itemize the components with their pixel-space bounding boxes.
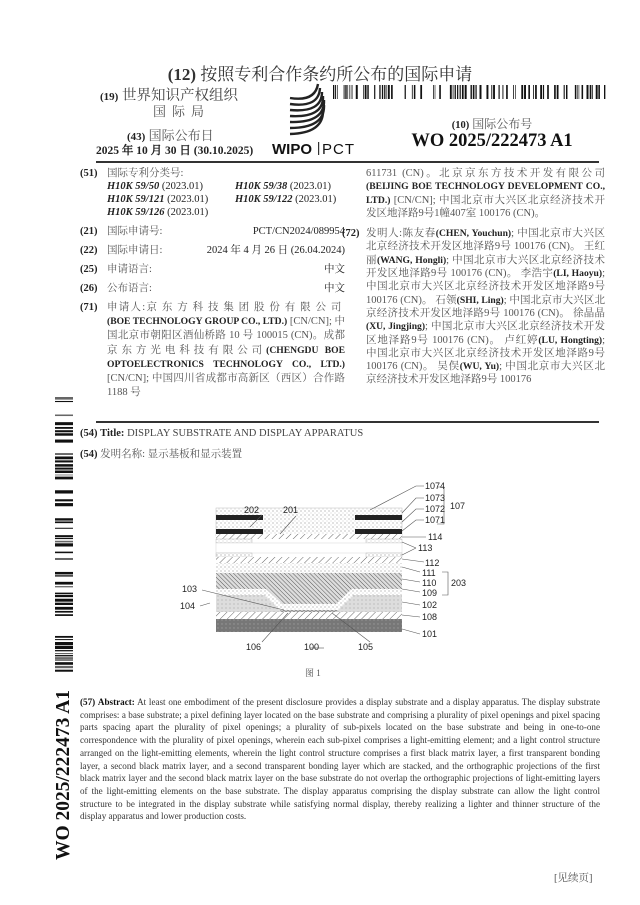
layer-101	[216, 619, 402, 632]
figure-label-110: 110	[422, 578, 437, 588]
wipo-logo-text: WIPO	[272, 141, 312, 158]
layer-113-top-right	[366, 539, 402, 543]
layer-113-top-left	[216, 539, 252, 543]
applicants-code: (71)	[80, 302, 98, 313]
bibliographic-left-column	[80, 167, 345, 404]
pub-lang-label: 公布语言:	[107, 283, 152, 294]
applicant-3-name-en: (BEIJING BOE TECHNOLOGY DEVELOPMENT CO., LTD.)	[366, 181, 605, 206]
side-pubno-text: WO 2025/222473 A1	[53, 689, 74, 861]
inventor-address: ; 中国北京市大兴区北京经济技术开发区地泽路9号 100176 (CN)。	[366, 228, 606, 253]
applicant-3-text: [CN/CN]; 中国四川省成都市高新区（西区）合作路 1188 号	[107, 373, 345, 399]
inventor-address: ; 中国北京市大兴区北京经济技术开发区地泽路9号 100176 (CN)。	[366, 268, 605, 306]
filing-lang-field	[80, 263, 345, 276]
filing-lang-label: 申请语言:	[107, 264, 152, 275]
inventor-address: ; 中国北京市大兴区北京经济技术开发区地泽路9号 100176 (CN)。	[366, 334, 605, 373]
ipc-list	[107, 180, 345, 219]
applicants-label: 申请人:	[107, 302, 146, 313]
figure-label-202: 202	[244, 505, 260, 515]
inventor-address: ; 中国北京市大兴区北京经济技术开发区地泽路9号 100176 (CN)。	[366, 294, 606, 319]
inventors-label: 发明人:	[366, 228, 403, 240]
black-matrix-1-left	[216, 529, 263, 534]
inventor-address: ; 中国北京市大兴区北京经济技术开发区地泽路9号 100176	[366, 361, 605, 386]
ipc-item: H10K 59/121 (2023.01)	[107, 194, 209, 205]
pubno-label	[397, 115, 587, 132]
appno-field	[80, 225, 345, 238]
header-divider	[96, 161, 599, 163]
applicants-field	[80, 301, 345, 400]
layer-stack	[216, 508, 402, 632]
inventor-name-en: (XU, Jingjing)	[366, 321, 426, 333]
title-zh-value: 显示基板和显示装置	[147, 449, 243, 460]
figure-label-111: 111	[422, 568, 436, 578]
black-matrix-2-left	[216, 515, 263, 520]
applicant-4-text: [CN/CN]; 中国北京市大兴区北京经济技术开发区地泽路9号1幢407室 100176 (CN)。	[366, 194, 606, 219]
doc-code: (12)	[167, 65, 197, 84]
title-en	[80, 428, 363, 439]
side-publication-number	[52, 689, 76, 861]
svg-text:PCT: PCT	[322, 141, 355, 158]
applicant-2-text: [CN/CN]; 中国北京市朝阳区酒仙桥路 10 号 100015 (CN)。成都京东方光电科技有限公司	[107, 316, 346, 356]
black-matrix-1-right	[355, 529, 402, 534]
inventor-name-zh: 李浩宇	[520, 268, 554, 280]
appdate-code: (22)	[80, 245, 98, 256]
figure-label-101: 101	[422, 629, 438, 639]
side-barcode	[55, 397, 73, 672]
layer-113-bottom-right	[366, 553, 402, 557]
inventor-name-zh: 吴俣	[437, 361, 460, 373]
layer-108	[216, 612, 402, 619]
cavity	[216, 543, 402, 553]
figure-label-113: 113	[418, 543, 433, 553]
ipc-item: H10K 59/50 (2023.01)	[107, 181, 203, 192]
title-en-label: Title:	[100, 428, 125, 439]
figure-label-114: 114	[428, 532, 443, 542]
layer-111	[216, 563, 402, 573]
layer-113-bottom-left	[216, 553, 252, 557]
continued-on-next-page: [见续页]	[554, 873, 593, 884]
figure-1-cross-section	[180, 482, 520, 657]
applicant-3-cont: 611731 (CN)。北京京东方技术开发有限公司	[366, 168, 605, 179]
figure-label-107: 107	[450, 501, 466, 511]
figure-label-203: 203	[451, 578, 467, 588]
inventor-name-zh: 徐晶晶	[573, 307, 605, 319]
pubno-code: (10)	[451, 120, 470, 131]
layer-112	[216, 557, 402, 563]
figure-label-109: 109	[422, 588, 438, 598]
inventor-name-zh: 卢红婷	[504, 334, 539, 346]
pubno-label-text: 国际公布号	[472, 117, 533, 131]
inventor-name-en: (LI, Haoyu)	[553, 268, 603, 280]
pubdate-label-text: 国际公布日	[148, 128, 214, 143]
org-sub: 国际局	[153, 104, 211, 119]
applicant-2-name-en: (CHENGDU BOE OPTOELECTRONICS TECHNOLOGY CO., LTD.)	[107, 344, 346, 370]
appno-label: 国际申请号:	[107, 226, 163, 237]
inventor-name-en: (WU, Yu)	[459, 361, 500, 373]
filing-lang-value: 中文	[324, 264, 345, 275]
inventor-name-en: (WANG, Hongli)	[376, 254, 447, 266]
title-en-value: DISPLAY SUBSTRATE AND DISPLAY APPARATUS	[127, 428, 364, 439]
appno-code: (21)	[80, 226, 98, 237]
inventor-name-zh: 王红丽	[366, 241, 605, 266]
layer-114	[216, 534, 402, 539]
title-zh	[80, 446, 242, 461]
figure-label-1073: 1073	[425, 493, 446, 503]
inventor-address: ; 中国北京市大兴区北京经济技术开发区地泽路9号 100176 (CN)。	[366, 254, 606, 280]
filing-lang-code: (25)	[80, 264, 98, 275]
org-name-text: 世界知识产权组织	[121, 88, 238, 104]
appdate-label: 国际申请日:	[107, 245, 163, 256]
ipc-item: H10K 59/38 (2023.01)	[235, 181, 331, 192]
inventor-name-zh: 石领	[435, 294, 457, 306]
abstract	[80, 696, 600, 823]
pub-lang-value: 中文	[324, 283, 345, 294]
figure-label-108: 108	[422, 612, 438, 622]
black-matrix-2-right	[355, 515, 402, 520]
inventor-name-en: (SHI, Ling)	[456, 294, 504, 306]
ipc-code: (51)	[80, 168, 98, 179]
figure-caption: 图 1	[305, 668, 321, 678]
pub-lang-field	[80, 282, 345, 295]
appdate-value: 2024 年 4 月 26 日 (26.04.2024)	[206, 245, 345, 256]
inventor-list	[366, 228, 605, 385]
figure-label-103: 103	[182, 584, 198, 594]
figure-label-102: 102	[422, 600, 438, 610]
appdate-field	[80, 244, 345, 257]
figure-label-201: 201	[283, 505, 299, 515]
ipc-label: 国际专利分类号:	[107, 168, 184, 179]
figure-label-106: 106	[246, 642, 262, 652]
figure-label-112: 112	[425, 558, 440, 568]
pubdate-code: (43)	[127, 131, 146, 143]
figure-label-104: 104	[180, 601, 196, 611]
title-zh-label: 发明名称:	[100, 449, 146, 460]
inventors-code: (72)	[342, 228, 360, 240]
inventor-address: ; 中国北京市大兴区北京经济技术开发区地泽路9号 100176 (CN)。	[366, 321, 606, 346]
barcode-top	[333, 85, 613, 99]
inventor-entry	[366, 228, 605, 252]
title-divider	[96, 421, 599, 423]
org-code: (19)	[100, 91, 119, 103]
publication-number: WO 2025/222473 A1	[411, 131, 573, 151]
ipc-item: H10K 59/122 (2023.01)	[235, 194, 337, 205]
inventors-field	[342, 227, 605, 387]
figure-label-1071: 1071	[425, 515, 446, 525]
inventor-name-en: (CHEN, Youchun)	[435, 228, 512, 240]
ipc-item: H10K 59/126 (2023.01)	[107, 207, 209, 218]
title-zh-code: (54)	[80, 449, 98, 460]
pubdate-value: 2025 年 10 月 30 日 (30.10.2025)	[96, 145, 254, 157]
applicants-continued	[342, 167, 605, 220]
inventor-name-zh: 陈友春	[402, 228, 436, 240]
figure-label-105: 105	[358, 642, 374, 652]
ipc-field	[80, 167, 345, 219]
figure-label-1074: 1074	[425, 482, 446, 491]
pub-lang-code: (26)	[80, 283, 98, 294]
appno-value: PCT/CN2024/089954	[252, 226, 345, 237]
bibliographic-right-column	[342, 167, 605, 391]
title-en-code: (54)	[80, 428, 98, 439]
doc-type: 按照专利合作条约所公布的国际申请	[200, 65, 473, 84]
figure-label-1072: 1072	[425, 504, 446, 514]
inventor-name-en: (LU, Hongting)	[538, 334, 603, 346]
applicant-1-name: 京东方科技集团股份有限公司	[145, 302, 345, 313]
abstract-code: (57)	[80, 697, 96, 707]
figure-label-100: 100	[304, 642, 320, 652]
abstract-text: At least one embodiment of the present disclosure provides a display substrate and a display apparatus. The display substrate comprises: a base substrate; a pixel defining layer located on the base substrate and comprising a plurality of pixel openings and pixel spacing parts spacing apart the plurality of pixel openings; a plurality of sub-pixels located on the base substrate and being in one-to-one correspondence with the plurality of pixel openings, wherein each sub-pixel comprises a light-emitting element; and a light control structure arranged on the light-emitting elements, wherein the light control structure comprises a first black matrix layer, a first transparent bonding layer, a second black matrix layer, and a second transparent bonding layer which are stacked, and the orthographic projections of the first black matrix layer and the second black matrix layer on the base substrate do not overlap the orthographic projections of light-emitting layers of the light-emitting elements on the base substrate. The display apparatus comprising the display substrate can allow the light control structure to be integrated in the display substrate while satisfying normal display, thereby realizing a lighter and thinner structure of the display apparatus and lower production costs.	[80, 697, 600, 822]
applicant-1-name-en: (BOE TECHNOLOGY GROUP CO., LTD.)	[107, 316, 288, 328]
abstract-label: Abstract:	[97, 697, 135, 707]
